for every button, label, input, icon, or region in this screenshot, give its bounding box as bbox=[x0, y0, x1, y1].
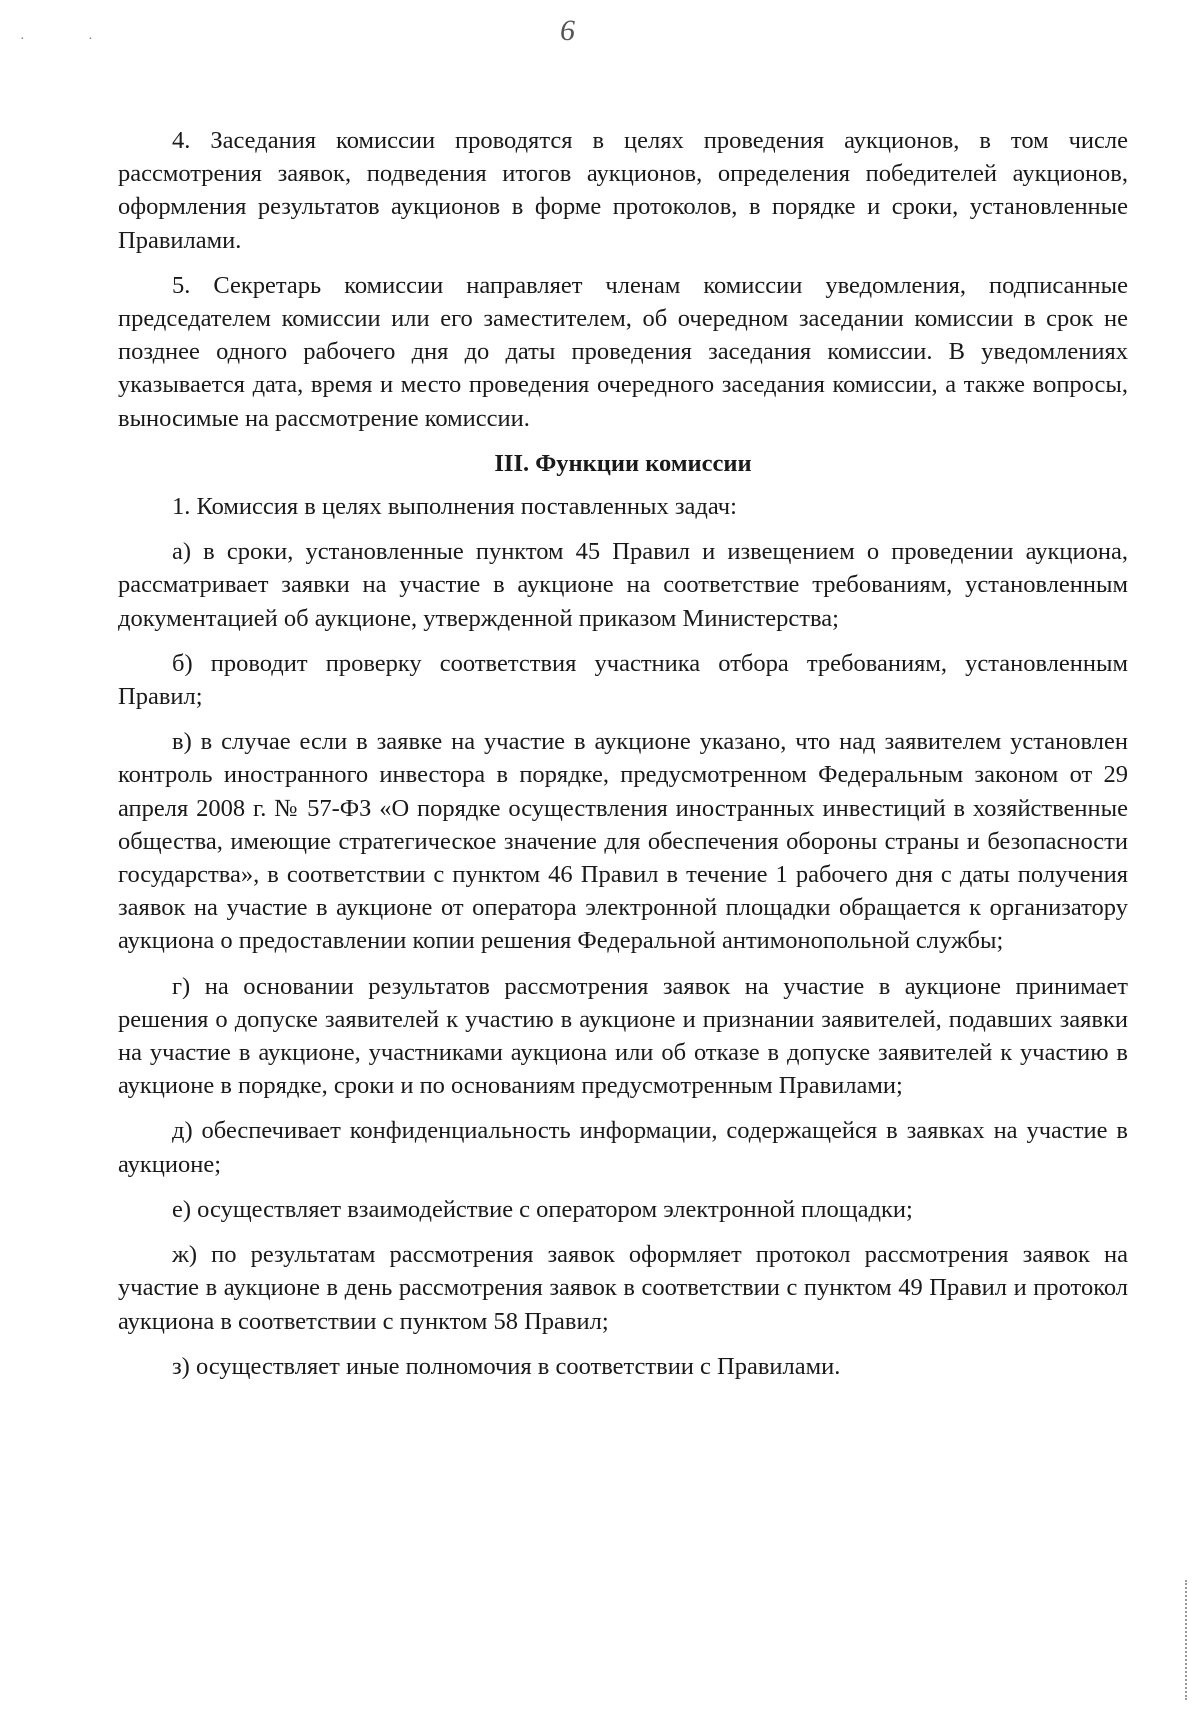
paragraph-item-e: е) осуществляет взаимодействие с оператором электронной площадки; bbox=[172, 1195, 913, 1223]
paragraph-item-a: а) в сроки, установленные пунктом 45 Правил и извещением о проведении аукциона, рассматривает заявки на участие в аукционе на соответствие требованиям, установленным документацией об аукционе, утвержденной приказом Министерства; bbox=[118, 538, 1128, 632]
paragraph-1: 1. Комиссия в целях выполнения поставленных задач: bbox=[172, 493, 737, 521]
paragraph-5: 5. Секретарь комиссии направляет членам комиссии уведомления, подписанные председателем комиссии или его заместителем, об очередном заседании комиссии в срок не позднее одного рабочего дня до даты проведения заседания комиссии. В уведомлениях указывается дата, время и место проведения очередного заседания комиссии, а также вопросы, выносимые на рассмотрение комиссии. bbox=[118, 271, 1128, 432]
page-number: 6 bbox=[560, 14, 575, 47]
paragraph-item-g: г) на основании результатов рассмотрения заявок на участие в аукционе принимает решения о допуске заявителей к участию в аукционе и признании заявителей, подавших заявки на участие в аукционе, участниками аукциона или об отказе в допуске заявителей к участию в аукционе в порядке, сроки и по основаниям предусмотренным Правилами; bbox=[118, 972, 1128, 1100]
paragraph-item-zh: ж) по результатам рассмотрения заявок оформляет протокол рассмотрения заявок на участие в аукционе в день рассмотрения заявок в соответствии с пунктом 49 Правил и протокол аукциона в соответствии с пунктом 58 Правил; bbox=[118, 1241, 1128, 1335]
document-body bbox=[118, 124, 1128, 1395]
section-heading: III. Функции комиссии bbox=[494, 449, 752, 477]
paragraph-item-z: з) осуществляет иные полномочия в соответствии с Правилами. bbox=[172, 1352, 841, 1380]
paragraph-4: 4. Заседания комиссии проводятся в целях проведения аукционов, в том числе рассмотрения заявок, подведения итогов аукционов, определения победителей аукционов, оформления результатов аукционов в форме протоколов, в порядке и сроки, установленные Правилами. bbox=[118, 127, 1128, 254]
paragraph-item-d: д) обеспечивает конфиденциальность информации, содержащейся в заявках на участие в аукционе; bbox=[118, 1117, 1128, 1178]
paragraph-item-b: б) проводит проверку соответствия участника отбора требованиям, установленным Правил; bbox=[118, 649, 1128, 711]
paragraph-item-v: в) в случае если в заявке на участие в аукционе указано, что над заявителем установлен контроль иностранного инвестора в порядке, предусмотренном Федеральным законом от 29 апреля 2008 г. № 57-ФЗ «О порядке осуществления иностранных инвестиций в хозяйственные общества, имеющие стратегическое значение для обеспечения обороны страны и безопасности государства», в соответствии с пунктом 46 Правил в течение 1 рабочего дня с даты получения заявок на участие в аукционе от оператора электронной площадки обращается к организатору аукциона о предоставлении копии решения Федеральной антимонопольной службы; bbox=[118, 728, 1128, 955]
scan-marks: · · bbox=[20, 32, 123, 47]
scan-edge-mark bbox=[1185, 1580, 1189, 1700]
